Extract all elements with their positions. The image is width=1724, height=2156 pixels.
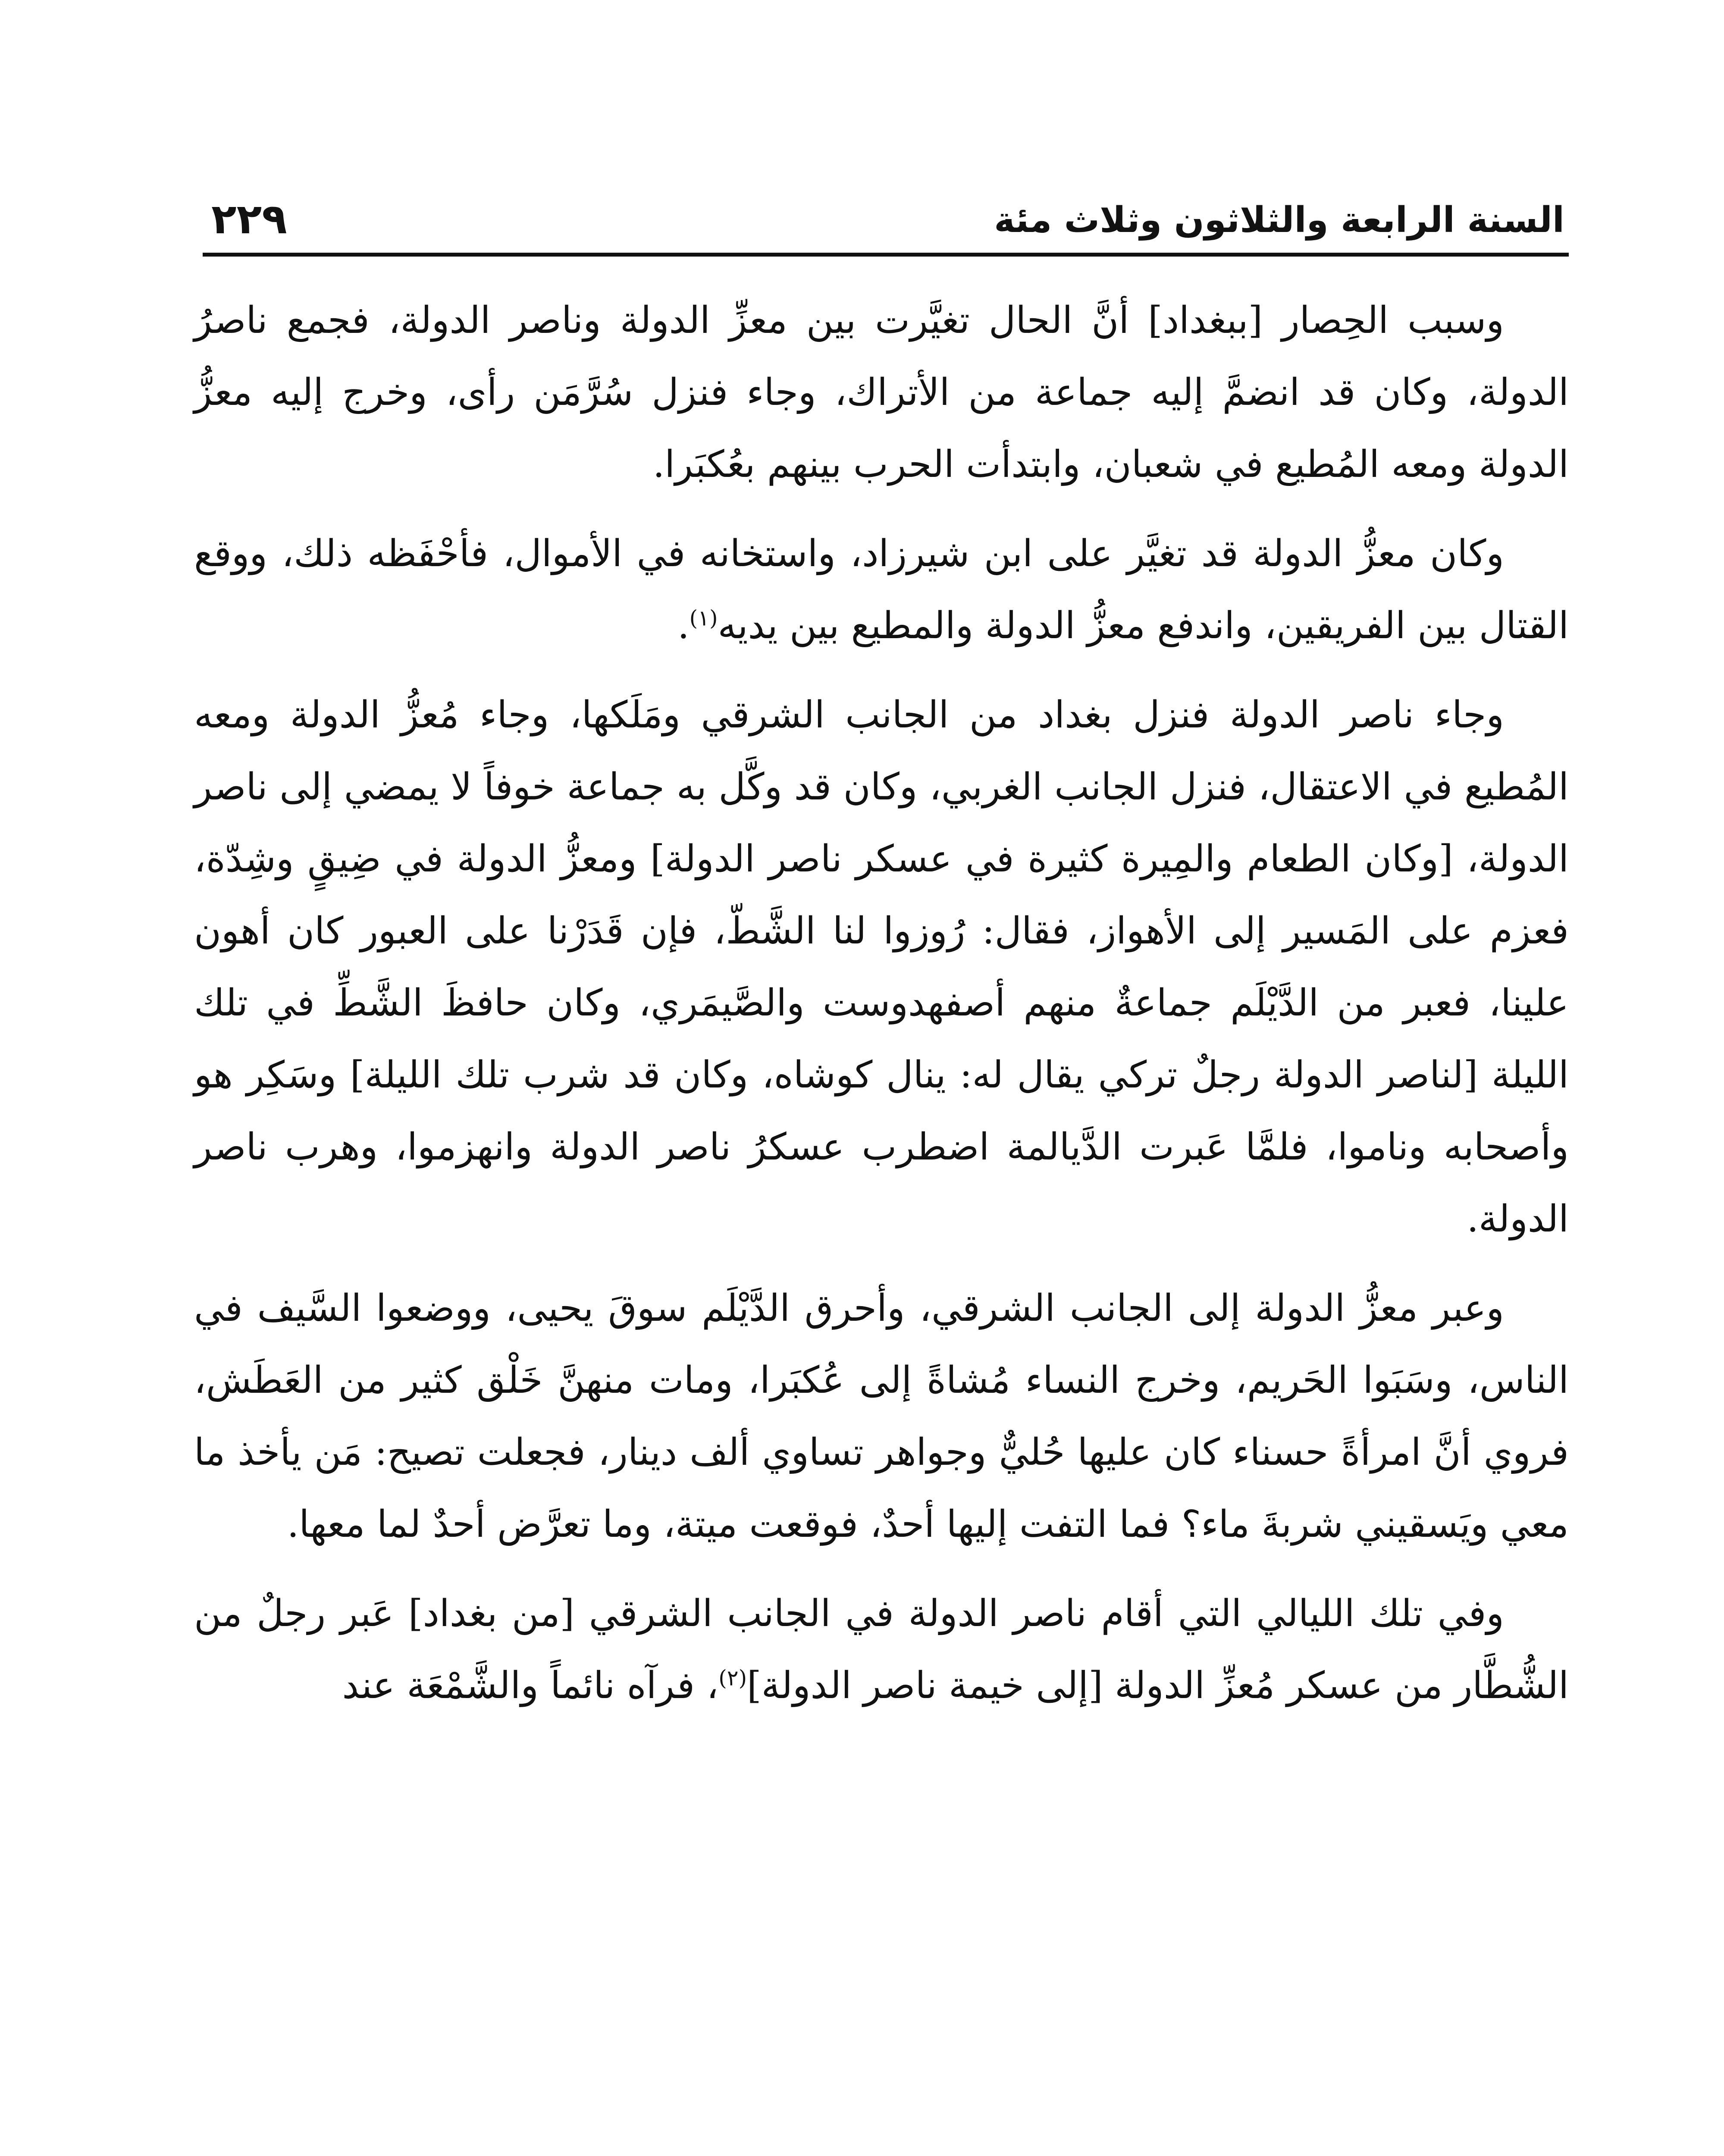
- page-header: [211, 172, 1564, 246]
- paragraph: وجاء ناصر الدولة فنزل بغداد من الجانب الشرقي ومَلَكها، وجاء مُعزُّ الدولة ومعه المُطيع في الاعتقال، فنزل الجانب الغربي، وكان قد وكَّل به جماعة خوفاً لا يمضي إلى ناصر الدولة، [وكان الطعام والمِيرة كثيرة في عسكر ناصر الدولة] ومعزُّ الدولة في ضِيقٍ وشِدّة، فعزم على المَسير إلى الأهواز، فقال: رُوزوا لنا الشَّطّ، فإن قَدَرْنا على العبور كان أهون علينا، فعبر من الدَّيْلَم جماعةٌ منهم أصفهدوست والصَّيمَري، وكان حافظَ الشَّطِّ في تلك الليلة [لناصر الدولة رجلٌ تركي يقال له: ينال كوشاه، وكان قد شرب تلك الليلة] وسَكِر هو وأصحابه وناموا، فلمَّا عَبرت الدَّيالمة اضطرب عسكرُ ناصر الدولة وانهزموا، وهرب ناصر الدولة.: [194, 693, 1569, 1241]
- paragraph: وفي تلك الليالي التي أقام ناصر الدولة في الجانب الشرقي [من بغداد] عَبر رجلٌ من الشُّطَّار من عسكر مُعزِّ الدولة [إلى خيمة ناصر الدولة]$^{(٢)}$، فرآه نائماً والشَّمْعَة عند: [194, 1592, 1569, 1707]
- paragraph: وكان معزُّ الدولة قد تغيَّر على ابن شيرزاد، واستخانه في الأموال، فأحْفَظه ذلك، ووقع القتال بين الفريقين، واندفع معزُّ الدولة والمطيع بين يديه$^{(١)}$.: [194, 532, 1569, 647]
- running-title: السنة الرابعة والثلاثون وثلاث مئة: [994, 200, 1564, 241]
- header-rule: [203, 253, 1569, 257]
- paragraph: وعبر معزُّ الدولة إلى الجانب الشرقي، وأحرق الدَّيْلَم سوقَ يحيى، ووضعوا السَّيف في الناس، وسَبَوا الحَريم، وخرج النساء مُشاةً إلى عُكبَرا، ومات منهنَّ خَلْق كثير من العَطَش، فروي أنَّ امرأةً حسناء كان عليها حُليٌّ وجواهر تساوي ألف دينار، فجعلت تصيح: مَن يأخذ ما معي ويَسقيني شربةَ ماء؟ فما التفت إليها أحدٌ، فوقعت ميتة، وما تعرَّض أحدٌ لما معها.: [194, 1287, 1569, 1546]
- main-text: [194, 285, 1569, 1739]
- footnote-ref-2[interactable]: (٢): [718, 1665, 747, 1691]
- page-number: ٢٢٩: [211, 195, 287, 243]
- footnote-ref-1[interactable]: (١): [689, 605, 718, 631]
- paragraph: وسبب الحِصار [ببغداد] أنَّ الحال تغيَّرت بين معزِّ الدولة وناصر الدولة، فجمع ناصرُ الدولة، وكان قد انضمَّ إليه جماعة من الأتراك، وجاء فنزل سُرَّمَن رأى، وخرج إليه معزُّ الدولة ومعه المُطيع في شعبان، وابتدأت الحرب بينهم بعُكبَرا.: [194, 299, 1569, 486]
